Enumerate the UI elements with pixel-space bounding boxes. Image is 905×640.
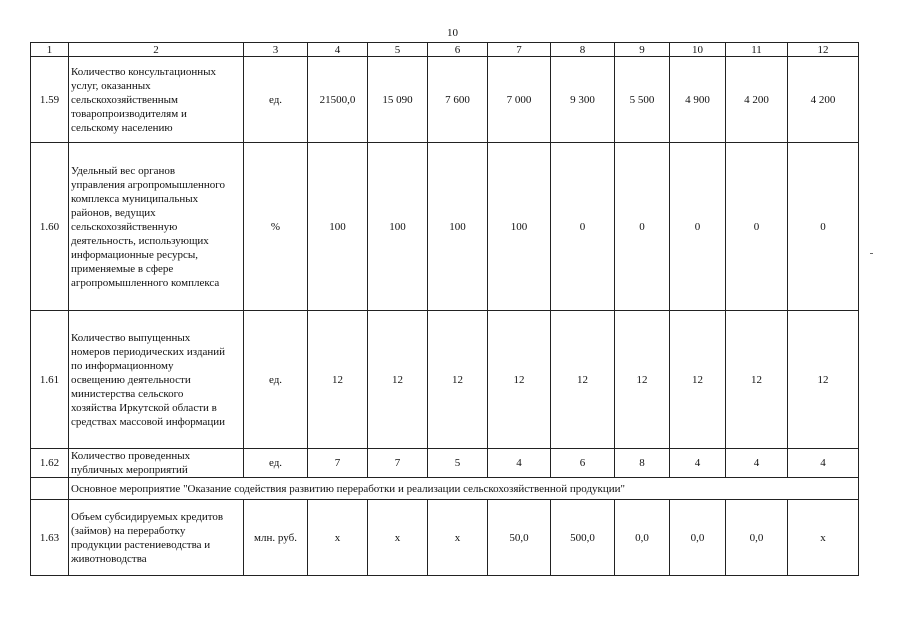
indicator-name-line: Количество проведенных (71, 450, 191, 462)
value-cell: 7 (368, 449, 428, 478)
value-cell: 100 (308, 143, 368, 311)
value-cell: 12 (428, 311, 488, 449)
value-cell: 0 (726, 143, 788, 311)
indicator-name-line: номеров периодических изданий (71, 345, 226, 358)
column-header: 3 (244, 43, 308, 57)
indicator-name-line: товаропроизводителям и (71, 107, 187, 120)
value-cell: 4 (788, 449, 859, 478)
value-cell: 0 (551, 143, 615, 311)
indicator-name-line: Количество выпущенных (71, 331, 191, 344)
section-row (31, 478, 859, 500)
indicator-name-line: освещению деятельности (71, 373, 191, 386)
column-header: 1 (31, 43, 69, 57)
page-number: 10 (447, 27, 458, 39)
indicator-name-line: продукции растениеводства и (71, 538, 211, 551)
indicator-name-line: сельскохозяйственную (71, 220, 178, 233)
column-header: 10 (670, 43, 726, 57)
column-header: 6 (428, 43, 488, 57)
row-number: 1.61 (31, 311, 69, 449)
value-cell: 0 (615, 143, 670, 311)
value-cell: 7 000 (488, 57, 551, 143)
column-header: 4 (308, 43, 368, 57)
value-cell: 12 (615, 311, 670, 449)
value-cell: 0 (670, 143, 726, 311)
unit-cell: % (244, 143, 308, 311)
indicator-name (69, 311, 244, 449)
value-cell: 4 200 (726, 57, 788, 143)
indicator-name-line: Удельный вес органов (71, 164, 176, 177)
value-cell: 12 (788, 311, 859, 449)
unit-cell: ед. (244, 449, 308, 478)
table-row (31, 500, 859, 576)
indicator-name-line: сельскохозяйственным (71, 93, 178, 106)
value-cell: 4 200 (788, 57, 859, 143)
value-cell: 12 (726, 311, 788, 449)
column-number-row (31, 43, 859, 57)
indicator-name-line: сельскому населению (71, 121, 173, 134)
row-number: 1.59 (31, 57, 69, 143)
value-cell: 15 090 (368, 57, 428, 143)
indicator-name-line: Объем субсидируемых кредитов (71, 510, 224, 523)
value-cell: 100 (368, 143, 428, 311)
value-cell: 12 (368, 311, 428, 449)
value-cell: 4 (670, 449, 726, 478)
column-header: 7 (488, 43, 551, 57)
indicator-name (69, 500, 244, 576)
value-cell: 8 (615, 449, 670, 478)
indicator-name-line: животноводства (71, 552, 147, 565)
row-number: 1.60 (31, 143, 69, 311)
indicator-name-line: агропромышленного комплекса (71, 276, 220, 289)
value-cell: 7 (308, 449, 368, 478)
value-cell: 500,0 (551, 500, 615, 576)
indicator-name-line: министерства сельского (71, 387, 184, 400)
unit-cell: млн. руб. (244, 500, 308, 576)
indicator-name-line: публичных мероприятий (71, 464, 188, 476)
column-header: 9 (615, 43, 670, 57)
row-number: 1.63 (31, 500, 69, 576)
table-row (31, 311, 859, 449)
indicator-name-line: применяемые в сфере (71, 262, 174, 275)
value-cell: 5 500 (615, 57, 670, 143)
column-header: 11 (726, 43, 788, 57)
value-cell: 100 (488, 143, 551, 311)
value-cell: 21500,0 (308, 57, 368, 143)
table-row (31, 143, 859, 311)
indicator-name-line: Количество консультационных (71, 65, 217, 78)
indicator-name-line: услуг, оказанных (71, 79, 151, 92)
value-cell: 0,0 (726, 500, 788, 576)
value-cell: 12 (551, 311, 615, 449)
indicator-name (69, 143, 244, 311)
scan-speck (870, 253, 873, 254)
value-cell: 6 (551, 449, 615, 478)
column-header: 12 (788, 43, 859, 57)
table-row (31, 449, 859, 478)
value-cell: 0,0 (615, 500, 670, 576)
value-cell: 100 (428, 143, 488, 311)
indicator-name-line: средствах массовой информации (71, 415, 226, 428)
indicator-name-line: информационные ресурсы, (71, 248, 198, 261)
value-cell: 4 (726, 449, 788, 478)
column-header: 8 (551, 43, 615, 57)
value-cell: 5 (428, 449, 488, 478)
value-cell: 7 600 (428, 57, 488, 143)
value-cell: x (788, 500, 859, 576)
indicator-name-line: деятельность, использующих (71, 234, 209, 247)
value-cell: 50,0 (488, 500, 551, 576)
column-header: 2 (69, 43, 244, 57)
indicator-name-line: комплекса муниципальных (71, 192, 199, 205)
section-title: Основное мероприятие "Оказание содействия развитию переработки и реализации сельскохозяйственной продукции" (69, 478, 859, 500)
indicator-name-line: по информационному (71, 359, 174, 372)
indicator-name-line: хозяйства Иркутской области в (71, 401, 217, 414)
value-cell: x (308, 500, 368, 576)
value-cell: 12 (488, 311, 551, 449)
value-cell: 9 300 (551, 57, 615, 143)
value-cell: x (368, 500, 428, 576)
section-number-cell (31, 478, 69, 500)
indicator-name (69, 449, 244, 478)
value-cell: x (428, 500, 488, 576)
column-header: 5 (368, 43, 428, 57)
unit-cell: ед. (244, 57, 308, 143)
indicator-name-line: управления агропромышленного (71, 178, 226, 191)
value-cell: 12 (308, 311, 368, 449)
row-number: 1.62 (31, 449, 69, 478)
value-cell: 0,0 (670, 500, 726, 576)
value-cell: 12 (670, 311, 726, 449)
indicator-name (69, 57, 244, 143)
table-row (31, 57, 859, 143)
indicator-name-line: районов, ведущих (71, 206, 156, 219)
value-cell: 4 (488, 449, 551, 478)
indicator-name-line: (займов) на переработку (71, 524, 186, 537)
value-cell: 0 (788, 143, 859, 311)
value-cell: 4 900 (670, 57, 726, 143)
indicators-table (30, 42, 859, 576)
unit-cell: ед. (244, 311, 308, 449)
